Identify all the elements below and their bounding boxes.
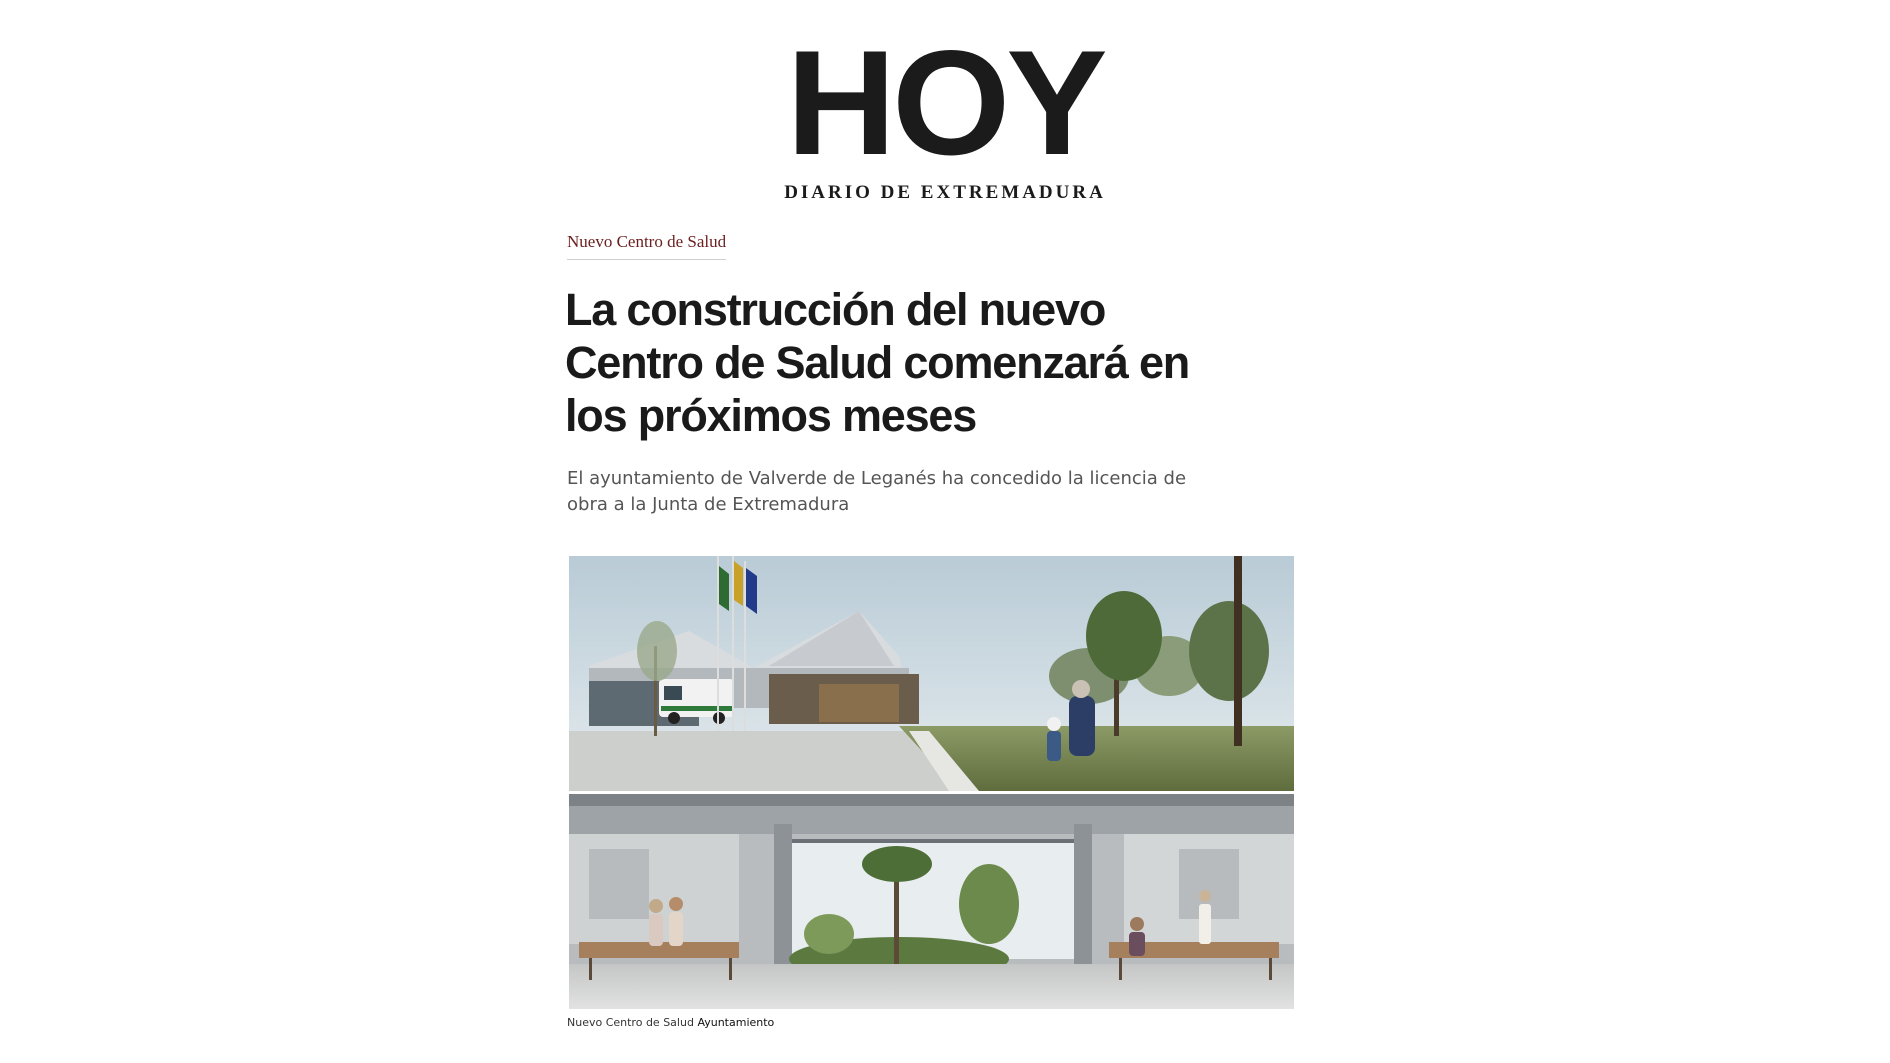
- section-link[interactable]: Nuevo Centro de Salud: [567, 232, 726, 260]
- caption-text: Nuevo Centro de Salud: [567, 1016, 694, 1029]
- health-center-exterior-render: [569, 556, 1294, 791]
- image-caption: [567, 1016, 774, 1029]
- masthead-tagline: DIARIO DE EXTREMADURA: [784, 182, 1106, 203]
- article-image[interactable]: [569, 556, 1294, 1009]
- article-subtitle: El ayuntamiento de Valverde de Leganés ha concedido la licencia de obra a la Junta de Extremadura: [567, 468, 1187, 515]
- health-center-interior-render: [569, 794, 1294, 1009]
- hoy-logo[interactable]: HOY: [786, 19, 1104, 187]
- article-headline: La construcción del nuevo Centro de Salud comenzará en los próximos meses: [565, 284, 1190, 441]
- masthead: [780, 19, 1110, 204]
- caption-credit: Ayuntamiento: [697, 1016, 775, 1029]
